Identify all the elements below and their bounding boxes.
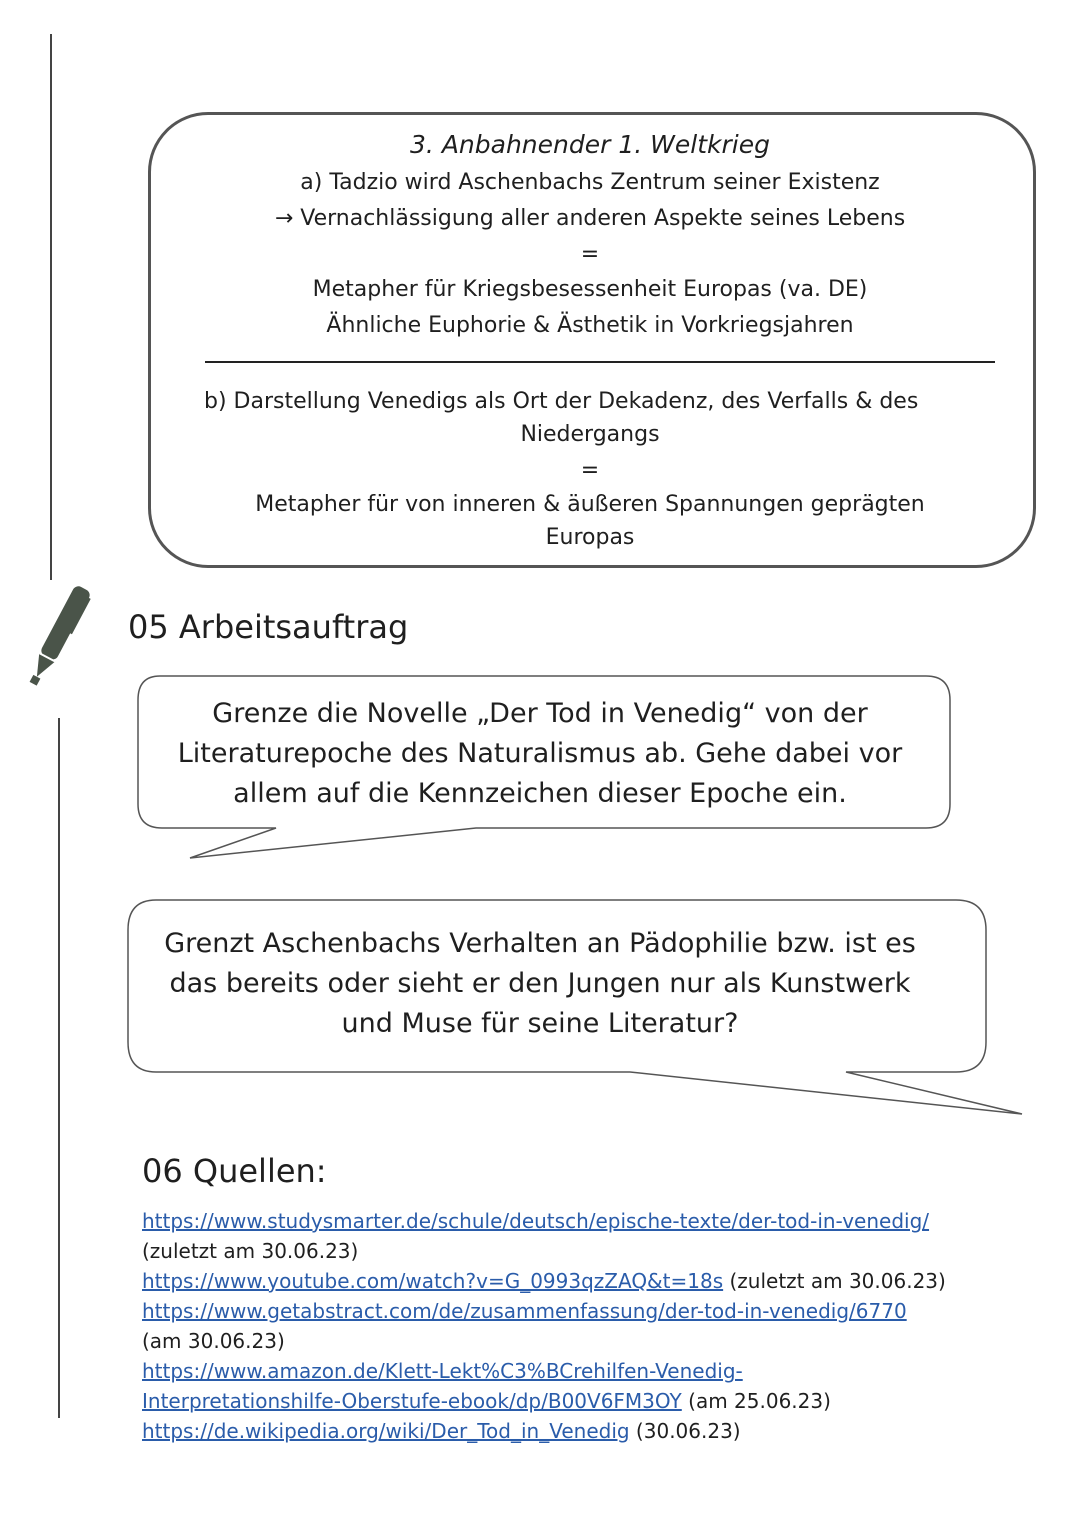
- margin-line-top: [50, 34, 52, 580]
- source-4-link-part-2[interactable]: Interpretationshilfe-Oberstufe-ebook/dp/B00V6FM3OY: [142, 1389, 682, 1413]
- sources-list: [142, 1206, 1042, 1446]
- source-5: [142, 1416, 1042, 1446]
- bubble-2-line-3: und Muse für seine Literatur?: [341, 1008, 739, 1039]
- source-3-link[interactable]: https://www.getabstract.com/de/zusammenfassung/der-tod-in-venedig/6770: [142, 1299, 907, 1323]
- bubble-1-line-3: allem auf die Kennzeichen dieser Epoche ein.: [233, 778, 847, 809]
- source-1: [142, 1206, 1042, 1236]
- bubble-1-line-2: Literaturepoche des Naturalismus ab. Gehe dabei vor: [177, 738, 903, 769]
- source-5-note: (30.06.23): [629, 1419, 741, 1443]
- source-2-note: (zuletzt am 30.06.23): [723, 1269, 946, 1293]
- point-b-line-2: Niedergangs: [520, 422, 660, 447]
- source-4b: [142, 1386, 1042, 1416]
- source-4-link-part-1[interactable]: https://www.amazon.de/Klett-Lekt%C3%BCrehilfen-Venedig-: [142, 1359, 743, 1383]
- point-b-line-4: Europas: [545, 525, 635, 550]
- point-a-equals: =: [580, 242, 600, 267]
- source-5-link[interactable]: https://de.wikipedia.org/wiki/Der_Tod_in_Venedig: [142, 1419, 630, 1443]
- source-4-note: (am 25.06.23): [681, 1389, 831, 1413]
- point-a-line-2: → Vernachlässigung aller anderen Aspekte seines Lebens: [274, 206, 906, 231]
- source-2: [142, 1266, 1042, 1296]
- margin-line-bottom: [58, 718, 60, 1418]
- bubble-2-line-1: Grenzt Aschenbachs Verhalten an Pädophilie bzw. ist es: [164, 928, 916, 959]
- source-1-link[interactable]: https://www.studysmarter.de/schule/deutsch/epische-texte/der-tod-in-venedig/: [142, 1209, 930, 1233]
- point-b-line-3: Metapher für von inneren & äußeren Spannungen geprägten: [255, 492, 925, 517]
- section-3-title: 3. Anbahnender 1. Weltkrieg: [410, 130, 770, 159]
- pen-icon: [16, 574, 100, 700]
- source-3-note: (am 30.06.23): [142, 1329, 285, 1353]
- task-heading: 05 Arbeitsauftrag: [128, 608, 409, 646]
- section-divider: [205, 361, 995, 363]
- source-3: [142, 1296, 1042, 1326]
- bubble-2-line-2: das bereits oder sieht er den Jungen nur als Kunstwerk: [169, 968, 911, 999]
- source-2-link[interactable]: https://www.youtube.com/watch?v=G_0993qzZAQ&t=18s: [142, 1269, 724, 1293]
- source-4a: [142, 1356, 1042, 1386]
- point-a-line-3: Metapher für Kriegsbesessenheit Europas (va. DE): [312, 277, 868, 302]
- point-a-line-4: Ähnliche Euphorie & Ästhetik in Vorkriegsjahren: [326, 313, 854, 338]
- point-b-equals: =: [580, 458, 600, 483]
- point-a-line-1: a) Tadzio wird Aschenbachs Zentrum seiner Existenz: [300, 170, 880, 195]
- point-b-line-1: b) Darstellung Venedigs als Ort der Dekadenz, des Verfalls & des: [204, 389, 919, 414]
- source-1-note: (zuletzt am 30.06.23): [142, 1239, 359, 1263]
- bubble-1-line-1: Grenze die Novelle „Der Tod in Venedig“ von der: [212, 698, 868, 729]
- sources-heading: 06 Quellen:: [142, 1152, 327, 1190]
